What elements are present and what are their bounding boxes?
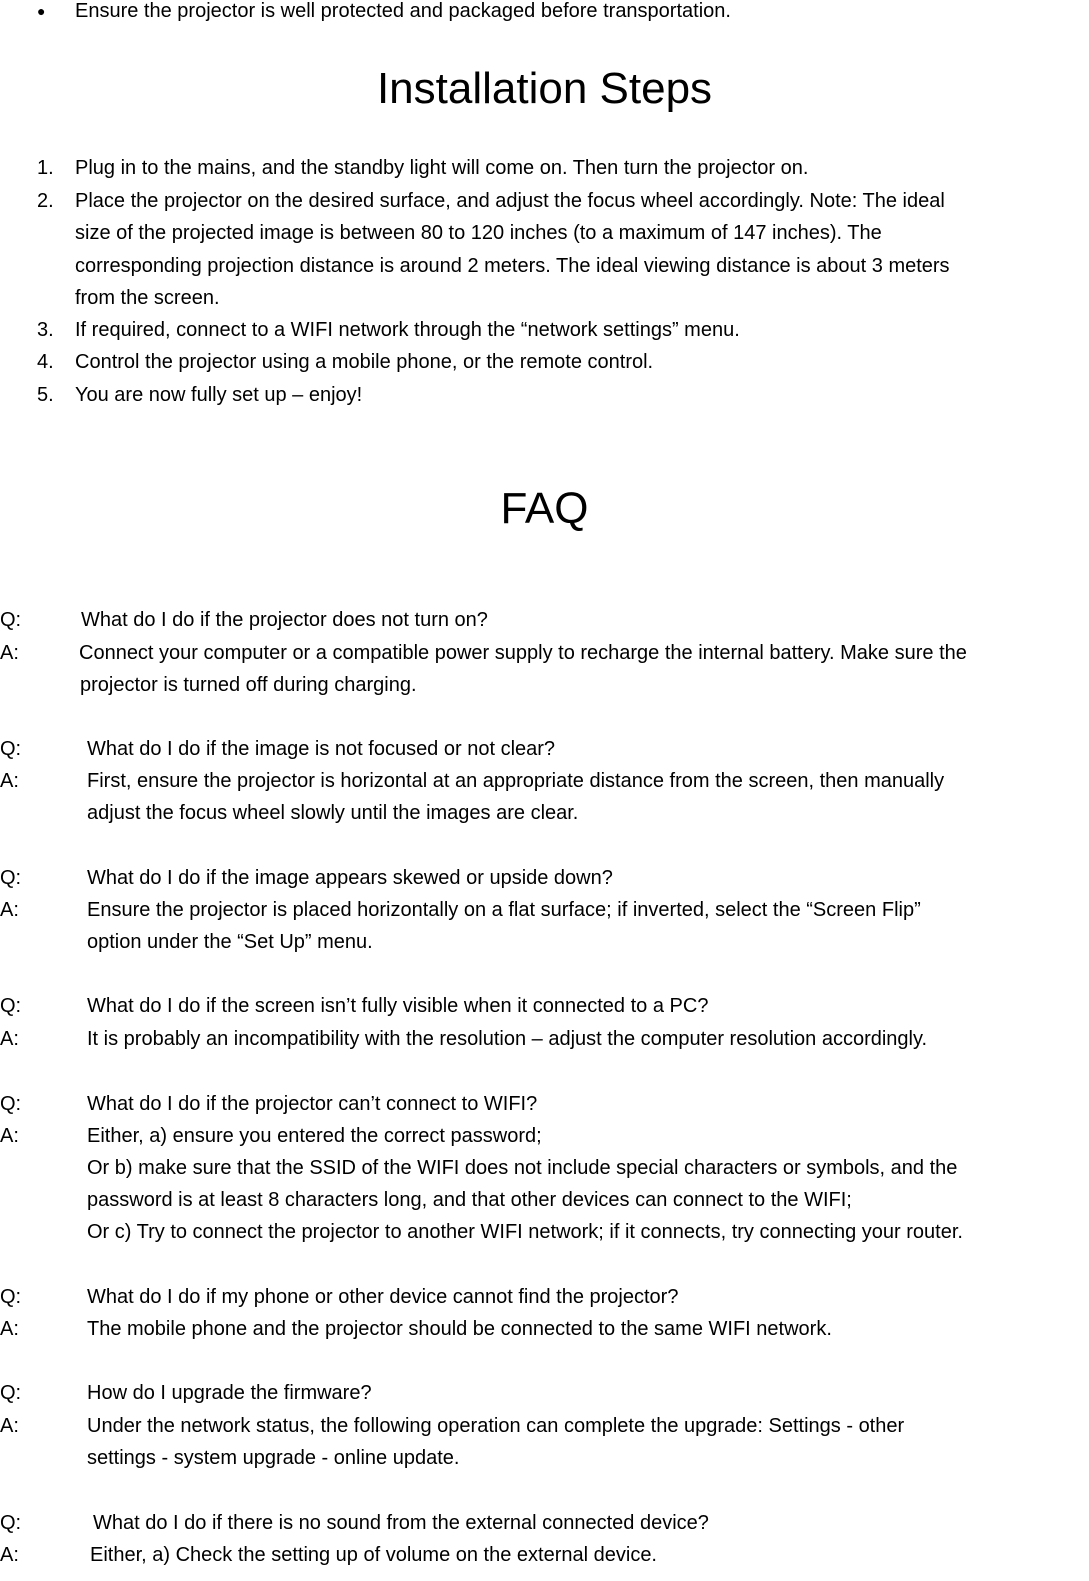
step-text: corresponding projection distance is around 2 meters. The ideal viewing distance is about 3 meters xyxy=(75,255,950,277)
answer-label: A: xyxy=(0,1415,19,1437)
answer-text: The mobile phone and the projector should be connected to the same WIFI network. xyxy=(87,1318,832,1340)
step-text: Plug in to the mains, and the standby light will come on. Then turn the projector on. xyxy=(75,157,809,179)
answer-text: First, ensure the projector is horizontal at an appropriate distance from the screen, then manually xyxy=(87,770,945,792)
step-text: You are now fully set up – enjoy! xyxy=(75,384,363,406)
question-label: Q: xyxy=(0,867,22,889)
answer-text: Either, a) Check the setting up of volume on the external device. xyxy=(90,1544,657,1566)
step-number: 2. xyxy=(37,190,54,212)
faq-title: FAQ xyxy=(500,484,589,533)
step-text: If required, connect to a WIFI network through the “network settings” menu. xyxy=(75,319,740,341)
answer-label: A: xyxy=(0,899,19,921)
answer-label: A: xyxy=(0,770,19,792)
question-text: What do I do if the projector can’t connect to WIFI? xyxy=(87,1093,538,1115)
step-number: 5. xyxy=(37,384,54,406)
question-text: What do I do if the screen isn’t fully visible when it connected to a PC? xyxy=(87,995,709,1017)
question-label: Q: xyxy=(0,1093,22,1115)
answer-text: Or c) Try to connect the projector to another WIFI network; if it connects, try connecting your router. xyxy=(87,1221,963,1243)
answer-label: A: xyxy=(0,642,19,664)
step-text: Place the projector on the desired surface, and adjust the focus wheel accordingly. Note: The ideal xyxy=(75,190,945,212)
answer-label: A: xyxy=(0,1318,19,1340)
step-text: Control the projector using a mobile phone, or the remote control. xyxy=(75,351,654,373)
step-number: 3. xyxy=(37,319,54,341)
question-text: What do I do if the image is not focused or not clear? xyxy=(87,738,556,760)
step-number: 4. xyxy=(37,351,54,373)
answer-text: It is probably an incompatibility with the resolution – adjust the computer resolution accordingly. xyxy=(87,1028,928,1050)
answer-text: Connect your computer or a compatible power supply to recharge the internal battery. Make sure the xyxy=(79,642,967,664)
bullet-dot-icon: ● xyxy=(37,3,46,19)
answer-label: A: xyxy=(0,1544,19,1566)
question-label: Q: xyxy=(0,1382,22,1404)
step-text: size of the projected image is between 80 to 120 inches (to a maximum of 147 inches). The xyxy=(75,222,882,244)
answer-label: A: xyxy=(0,1125,19,1147)
step-text: from the screen. xyxy=(75,287,220,309)
answer-text: option under the “Set Up” menu. xyxy=(87,931,373,953)
answer-text: Under the network status, the following operation can complete the upgrade: Settings - other xyxy=(87,1415,905,1437)
answer-text: projector is turned off during charging. xyxy=(80,674,417,696)
answer-label: A: xyxy=(0,1028,19,1050)
question-label: Q: xyxy=(0,609,22,631)
question-text: What do I do if the image appears skewed or upside down? xyxy=(87,867,613,889)
answer-text: adjust the focus wheel slowly until the images are clear. xyxy=(87,802,579,824)
question-label: Q: xyxy=(0,1286,22,1308)
question-label: Q: xyxy=(0,738,22,760)
question-label: Q: xyxy=(0,995,22,1017)
question-text: What do I do if my phone or other device cannot find the projector? xyxy=(87,1286,679,1308)
question-label: Q: xyxy=(0,1512,22,1534)
question-text: How do I upgrade the firmware? xyxy=(87,1382,372,1404)
bullet-text: Ensure the projector is well protected and packaged before transportation. xyxy=(75,0,731,22)
question-text: What do I do if the projector does not turn on? xyxy=(81,609,488,631)
installation-title: Installation Steps xyxy=(376,64,713,113)
step-number: 1. xyxy=(37,157,54,179)
answer-text: Ensure the projector is placed horizontally on a flat surface; if inverted, select the “Screen Flip” xyxy=(87,899,921,921)
question-text: What do I do if there is no sound from the external connected device? xyxy=(93,1512,709,1534)
answer-text: Or b) make sure that the SSID of the WIFI does not include special characters or symbols, and the xyxy=(87,1157,958,1179)
answer-text: password is at least 8 characters long, and that other devices can connect to the WIFI; xyxy=(87,1189,852,1211)
answer-text: Either, a) ensure you entered the correct password; xyxy=(87,1125,542,1147)
answer-text: settings - system upgrade - online update. xyxy=(87,1447,460,1469)
